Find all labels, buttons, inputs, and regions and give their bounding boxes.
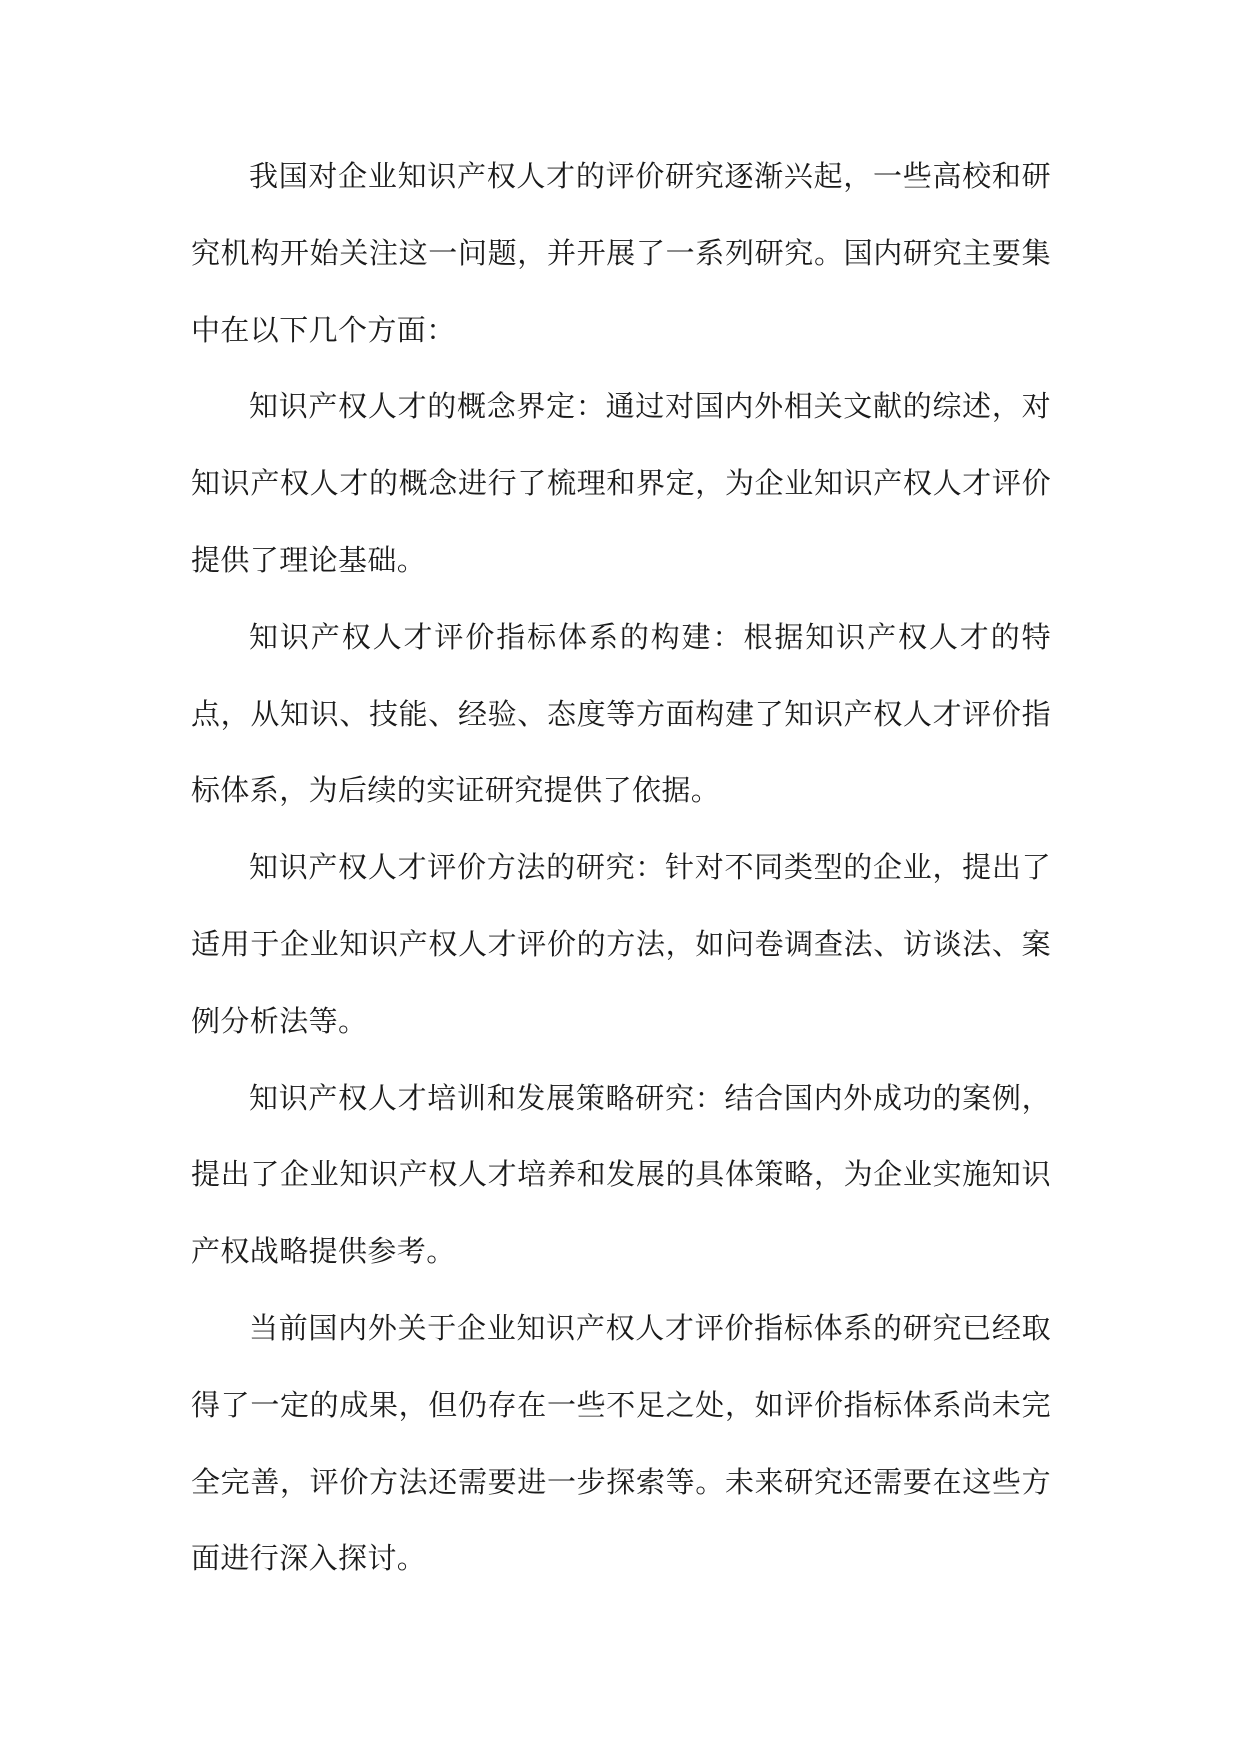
paragraph-indicator-system: 知识产权人才评价指标体系的构建：根据知识产权人才的特点，从知识、技能、经验、态度等方面构建了知识产权人才评价指标体系，为后续的实证研究提供了依据。 bbox=[191, 619, 1051, 808]
body-text bbox=[191, 138, 1051, 1597]
paragraph-intro: 我国对企业知识产权人才的评价研究逐渐兴起，一些高校和研究机构开始关注这一问题，并开展了一系列研究。国内研究主要集中在以下几个方面： bbox=[191, 159, 1051, 347]
paragraph-conclusion: 当前国内外关于企业知识产权人才评价指标体系的研究已经取得了一定的成果，但仍存在一些不足之处，如评价指标体系尚未完全完善，评价方法还需要进一步探索等。未来研究还需要在这些方面进行深入探讨。 bbox=[191, 1310, 1051, 1576]
paragraph-training-strategy: 知识产权人才培训和发展策略研究：结合国内外成功的案例，提出了企业知识产权人才培养和发展的具体策略，为企业实施知识产权战略提供参考。 bbox=[191, 1080, 1051, 1269]
paragraph-concept-definition: 知识产权人才的概念界定：通过对国内外相关文献的综述，对知识产权人才的概念进行了梳理和界定，为企业知识产权人才评价提供了理论基础。 bbox=[191, 389, 1051, 577]
paragraph-evaluation-methods: 知识产权人才评价方法的研究：针对不同类型的企业，提出了适用于企业知识产权人才评价的方法，如问卷调查法、访谈法、案例分析法等。 bbox=[191, 850, 1051, 1038]
